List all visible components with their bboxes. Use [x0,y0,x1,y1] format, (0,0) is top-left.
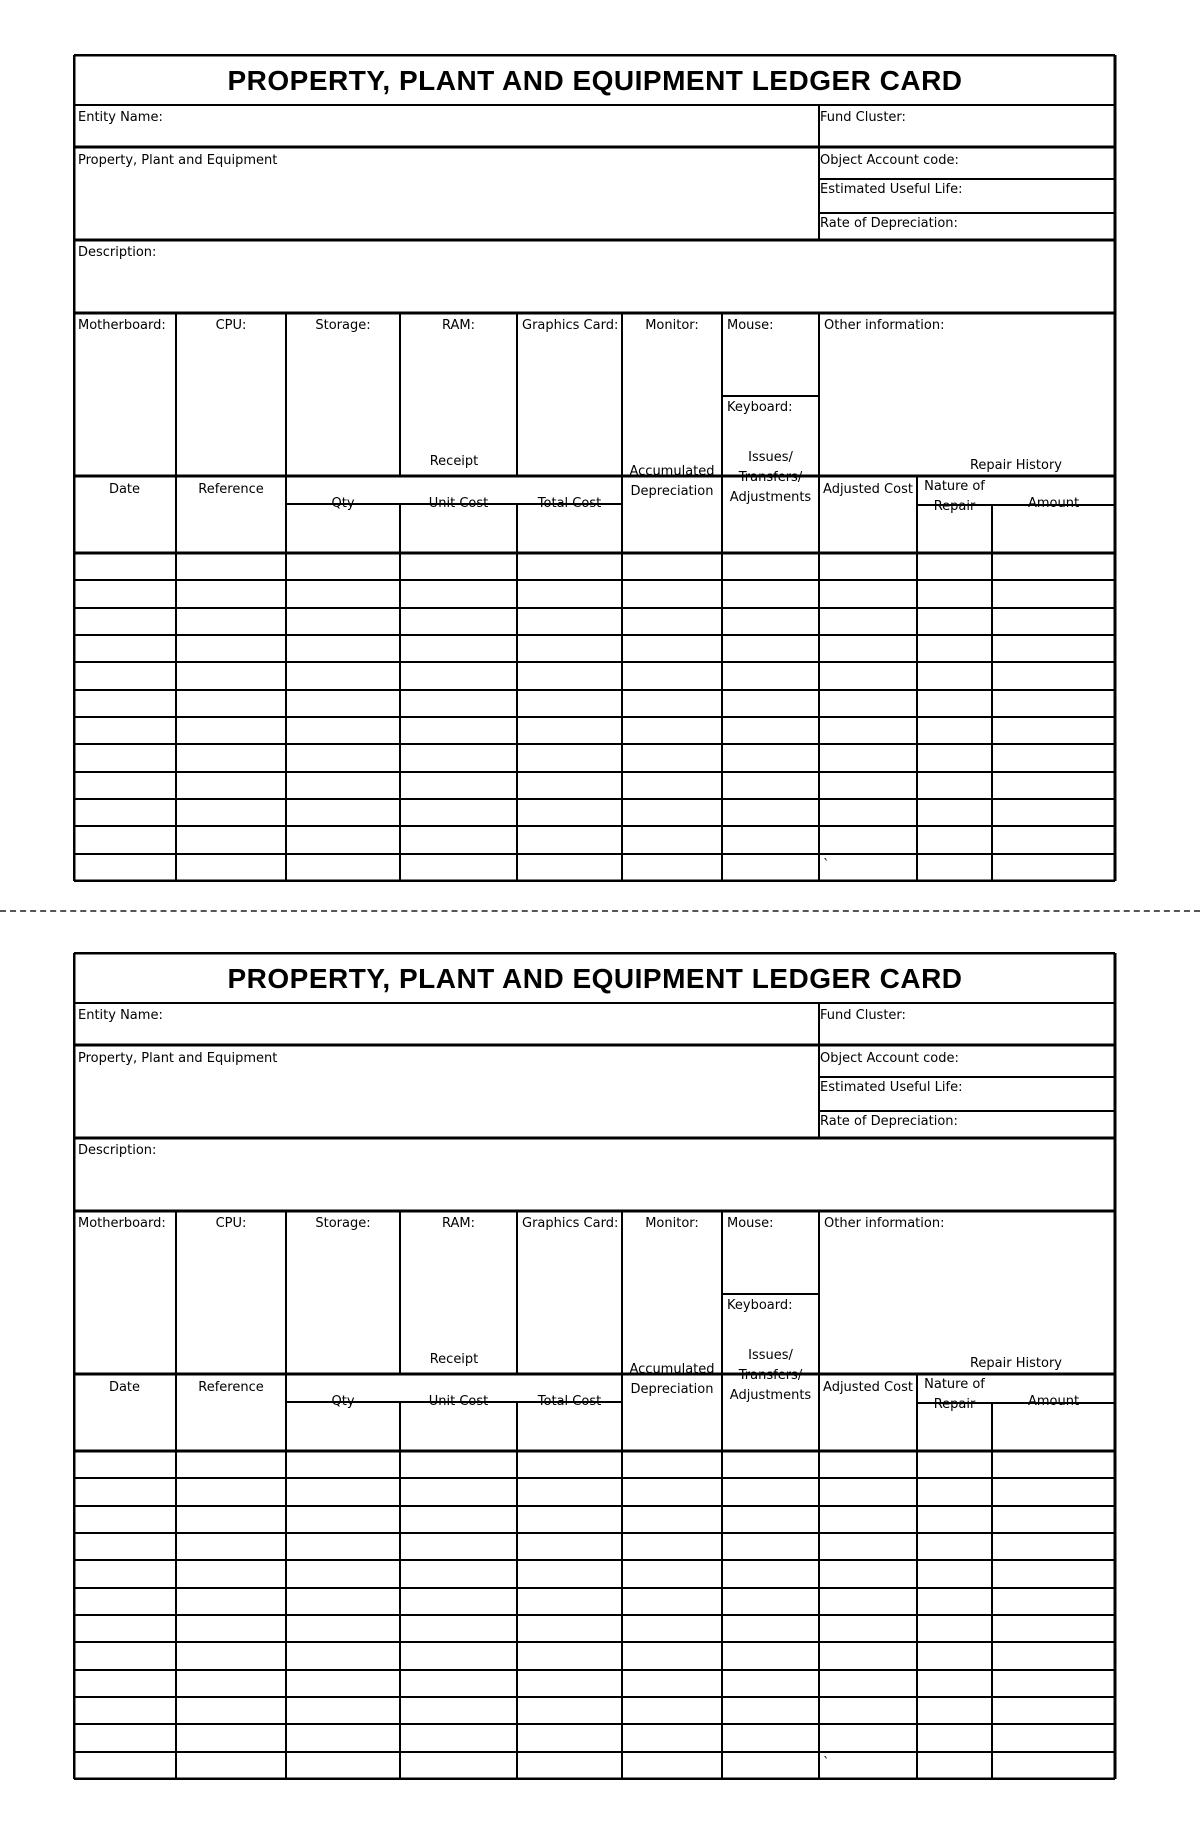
ledger-card [73,54,1117,882]
cpu-label: CPU: [215,1216,247,1231]
amount-header: Amount [1027,496,1080,511]
entity-name-label: Entity Name: [78,110,163,125]
table-row [74,1451,1115,1478]
repair-history-header: Repair History [969,1356,1062,1371]
unit-cost-header: Unit Cost [428,496,489,511]
nature-of-repair-header: Nature of Repair [924,479,985,514]
table-row [74,1560,1115,1587]
receipt-header: Receipt [429,454,479,469]
adjusted-cost-header: Adjusted Cost [823,1380,913,1395]
table-row [74,1506,1115,1533]
ppe-label: Property, Plant and Equipment [78,153,278,168]
nature-of-repair-header: Nature of Repair [924,1377,985,1412]
table-row [74,854,1115,881]
card-title: PROPERTY, PLANT AND EQUIPMENT LEDGER CARD [227,65,963,96]
date-header: Date [108,1380,141,1395]
table-row [74,1533,1115,1560]
adjusted-cost-header: Adjusted Cost [823,482,913,497]
table-row [74,826,1115,853]
accumulated-depreciation-header: Accumulated Depreciation [629,464,715,499]
ledger-card [73,952,1117,1780]
useful-life-label: Estimated Useful Life: [820,182,963,197]
ram-label: RAM: [442,1216,475,1231]
reference-header: Reference [198,1380,264,1395]
table-row [74,635,1115,662]
qty-header: Qty [331,496,355,511]
graphics-card-label: Graphics Card: [522,1216,619,1231]
table-row [74,1478,1115,1505]
table-row [74,1615,1115,1642]
cut-line-divider [0,910,1200,912]
table-row [74,1642,1115,1669]
total-cost-header: Total Cost [537,1394,602,1409]
depreciation-rate-label: Rate of Depreciation: [820,1114,958,1129]
repair-history-header: Repair History [969,458,1062,473]
table-row [74,1697,1115,1724]
table-row [74,1588,1115,1615]
description-label: Description: [78,1143,157,1158]
table-row [74,580,1115,607]
description-label: Description: [78,245,157,260]
table-row [74,744,1115,771]
stray-mark: ` [823,1756,830,1771]
table-row [74,799,1115,826]
motherboard-label: Motherboard: [78,1216,166,1231]
ppe-label: Property, Plant and Equipment [78,1051,278,1066]
table-row [74,772,1115,799]
object-account-label: Object Account code: [820,153,959,168]
ram-label: RAM: [442,318,475,333]
issues-transfers-adjustments-header: Issues/ Transfers/ Adjustments [729,1348,812,1403]
storage-label: Storage: [315,318,371,333]
fund-cluster-label: Fund Cluster: [820,110,906,125]
mouse-label: Mouse: [727,1216,774,1231]
other-information-label: Other information: [824,1216,945,1231]
keyboard-label: Keyboard: [727,1298,793,1313]
monitor-label: Monitor: [645,1216,699,1231]
other-information-label: Other information: [824,318,945,333]
qty-header: Qty [331,1394,355,1409]
total-cost-header: Total Cost [537,496,602,511]
unit-cost-header: Unit Cost [428,1394,489,1409]
storage-label: Storage: [315,1216,371,1231]
table-row [74,1724,1115,1751]
monitor-label: Monitor: [645,318,699,333]
fund-cluster-label: Fund Cluster: [820,1008,906,1023]
receipt-header: Receipt [429,1352,479,1367]
table-row [74,662,1115,689]
accumulated-depreciation-header: Accumulated Depreciation [629,1362,715,1397]
table-row [74,1670,1115,1697]
mouse-label: Mouse: [727,318,774,333]
date-header: Date [108,482,141,497]
issues-transfers-adjustments-header: Issues/ Transfers/ Adjustments [729,450,812,505]
entity-name-label: Entity Name: [78,1008,163,1023]
reference-header: Reference [198,482,264,497]
motherboard-label: Motherboard: [78,318,166,333]
stray-mark: ` [823,858,830,873]
table-row [74,553,1115,580]
table-row [74,717,1115,744]
keyboard-label: Keyboard: [727,400,793,415]
depreciation-rate-label: Rate of Depreciation: [820,216,958,231]
useful-life-label: Estimated Useful Life: [820,1080,963,1095]
card-title: PROPERTY, PLANT AND EQUIPMENT LEDGER CARD [227,963,963,994]
object-account-label: Object Account code: [820,1051,959,1066]
graphics-card-label: Graphics Card: [522,318,619,333]
table-row [74,690,1115,717]
cpu-label: CPU: [215,318,247,333]
table-row [74,608,1115,635]
table-row [74,1752,1115,1779]
amount-header: Amount [1027,1394,1080,1409]
